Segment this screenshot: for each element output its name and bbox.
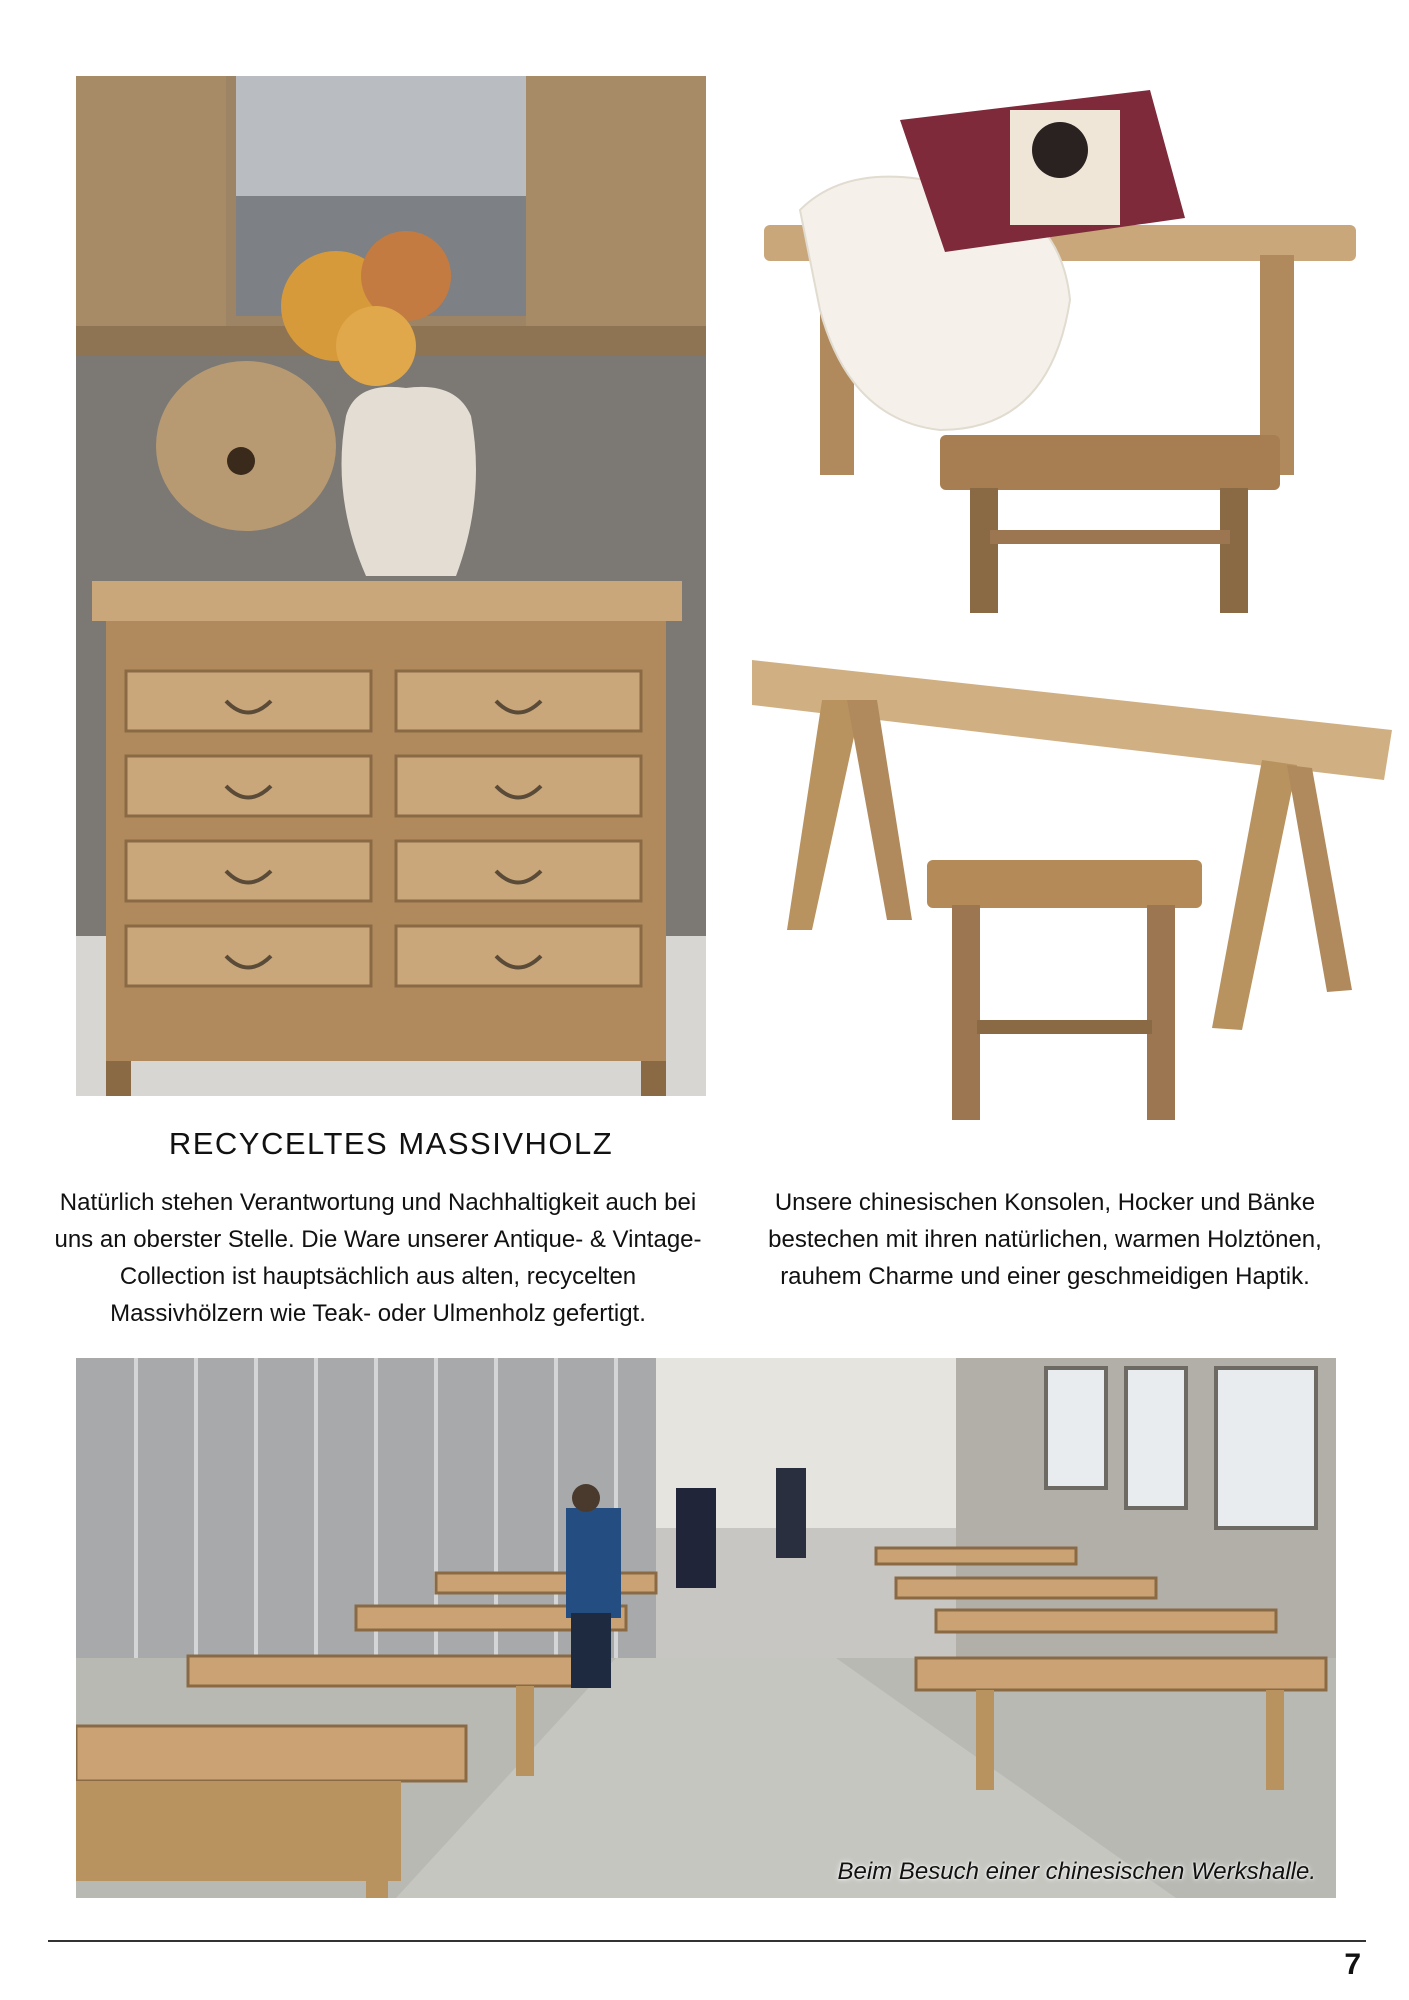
dresser-photo [76, 76, 706, 1096]
workshop-caption: Beim Besuch einer chinesischen Werkshalle. [837, 1858, 1316, 1885]
trestle-bench-with-stool-photo [752, 650, 1392, 1140]
footer-divider [48, 1940, 1366, 1942]
section-title: RECYCELTES MASSIVHOLZ [168, 1126, 614, 1161]
paragraph-sustainability: Natürlich stehen Verantwortung und Nachhaltigkeit auch bei uns an oberster Stelle. Die Ware unserer Antique- & Vintage-Collection ist hauptsächlich aus alten, recycelten Massivhölzern wie Teak- oder Ulmenholz gefertigt. [54, 1189, 702, 1327]
page-number: 7 [1344, 1948, 1361, 1981]
bench-with-sheepskin-photo [760, 90, 1360, 650]
paragraph-furniture: Unsere chinesischen Konsolen, Hocker und Bänke bestechen mit ihren natürlichen, warmen Holztönen, rauhem Charme und einer geschmeidigen Haptik. [768, 1189, 1322, 1290]
workshop-photo [76, 1358, 1336, 1898]
